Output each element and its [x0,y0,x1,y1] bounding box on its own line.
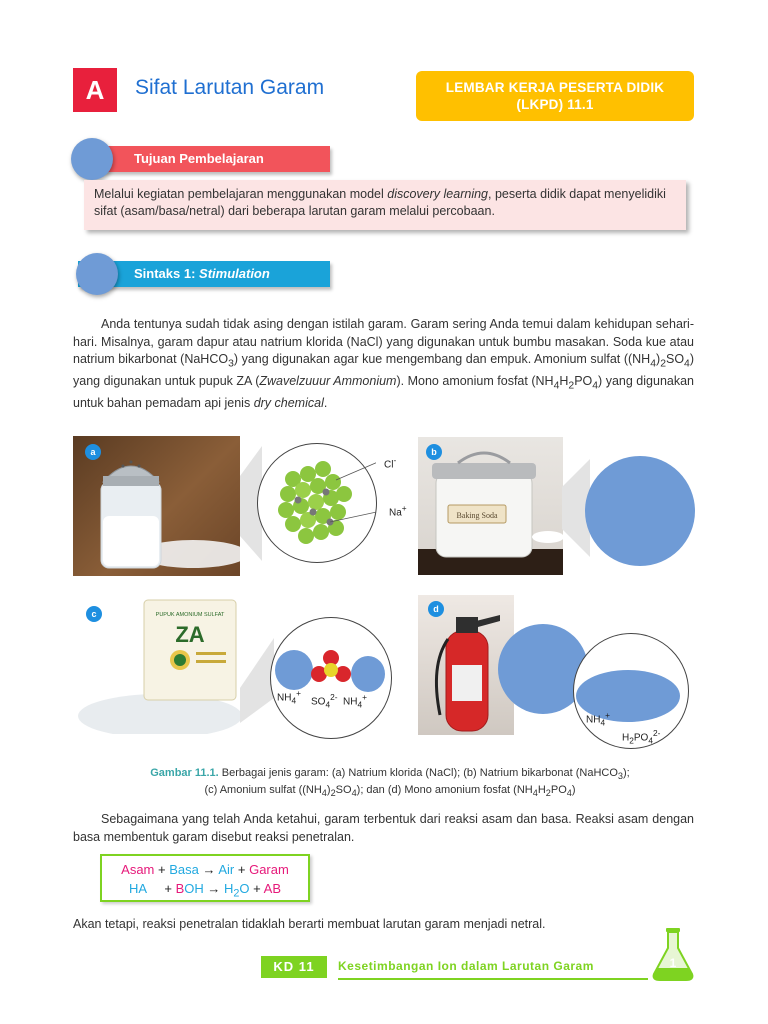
h2po4-label: $H_2PO_4^{2-}$ [622,728,661,746]
figure-a-badge: a [85,444,101,460]
figure-c-badge: c [86,606,102,622]
nh4-ion-circle-right [351,656,385,692]
neutralization-equation [100,854,310,902]
section-title: Sifat Larutan Garam [135,76,325,99]
nh4-left-label: $NH_4^+$ [277,688,301,706]
equation-words: Asam + Basa → Air + Garam [121,862,289,877]
figure-caption: Gambar 11.1. Berbagai jenis garam: (a) Natrium klorida (NaCl); (b) Natrium bikarbonat (NaHCO$_3$); (c) Amonium sulfat $((NH_4)_2SO_4)$; dan (d) Mono amonium fosfat $(NH_4H_2PO_4)$ [150,767,630,799]
bag-line1: PUPUK AMONIUM SULFAT [155,612,225,618]
sulfate-molecule-image [309,648,353,688]
baking-soda-photo [418,437,563,575]
jar-label-text: Baking Soda [456,511,498,520]
monoammonium-phosphate-bubble [573,633,689,749]
intro-paragraph: Anda tentunya sudah tidak asing dengan istilah garam. Garam sering Anda temui dalam kehidupan sehari-hari. Misalnya, garam dapur atau natrium klorida (NaCl) yang digunakan untuk bumbu masakan. Soda kue atau natrium bikarbonat (NaHCO$_3$) yang digunakan agar kue mengembang dan empuk. Amonium sulfat $((NH_4)_2SO_4)$ yang digunakan untuk pupuk ZA (Zwavelzuuur Ammonium). Mono amonium fosfat $(NH_4H_2PO_4)$ yang digunakan untuk bahan pemadam api jenis dry chemical. [73,317,695,410]
tujuan-text: Melalui kegiatan pembelajaran menggunakan model discovery learning, peserta didik dapat menyelidiki sifat (asam/basa/netral) dari beberapa larutan garam melalui percobaan. [84,180,686,230]
nacl-lattice-image [258,444,376,562]
flask-icon [650,926,696,982]
section-letter: A [73,68,117,112]
page-number: 1 [669,956,677,970]
bag-za: ZA [175,622,205,647]
cl-label: Cl- [384,455,397,471]
d-nh4-label: $NH_4^+$ [586,710,610,728]
sintaks-ribbon: Sintaks 1: Stimulation [78,261,330,287]
closing-paragraph: Akan tetapi, reaksi penetralan tidaklah berarti membuat larutan garam menjadi netral. [73,917,546,931]
baking-soda-image [418,437,563,575]
lkpd-line2: (LKPD) 11.1 [516,97,594,112]
figure-d-badge: d [428,601,444,617]
equation-formula: HA + BOH → $H_2O$ + AB [128,881,281,900]
lkpd-line1: LEMBAR KERJA PESERTA DIDIK [445,80,665,95]
nacl-lattice-bubble [257,443,377,563]
nh4-ion-circle-left [275,650,313,690]
so4-label: $SO_4^{2-}$ [311,692,338,710]
tujuan-dot [71,138,113,180]
kd-badge: KD 11 [261,956,327,978]
figure-b-placeholder-circle [585,456,695,566]
tujuan-ribbon: Tujuan Pembelajaran [78,146,330,172]
footer-title: Kesetimbangan Ion dalam Larutan Garam [338,959,594,973]
na-label: Na+ [389,503,407,519]
sintaks-dot [76,253,118,295]
footer-underline [338,978,648,980]
ammonium-sulfate-bubble [270,617,392,739]
neutralization-paragraph: Sebagaimana yang telah Anda ketahui, garam terbentuk dari reaksi asam dan basa. Reaksi asam dengan basa membentuk garam disebut reaksi penetralan. [73,812,694,844]
figure-b-badge: b [426,444,442,460]
nh4-right-label: $NH_4^+$ [343,692,367,710]
lkpd-badge [416,71,694,121]
